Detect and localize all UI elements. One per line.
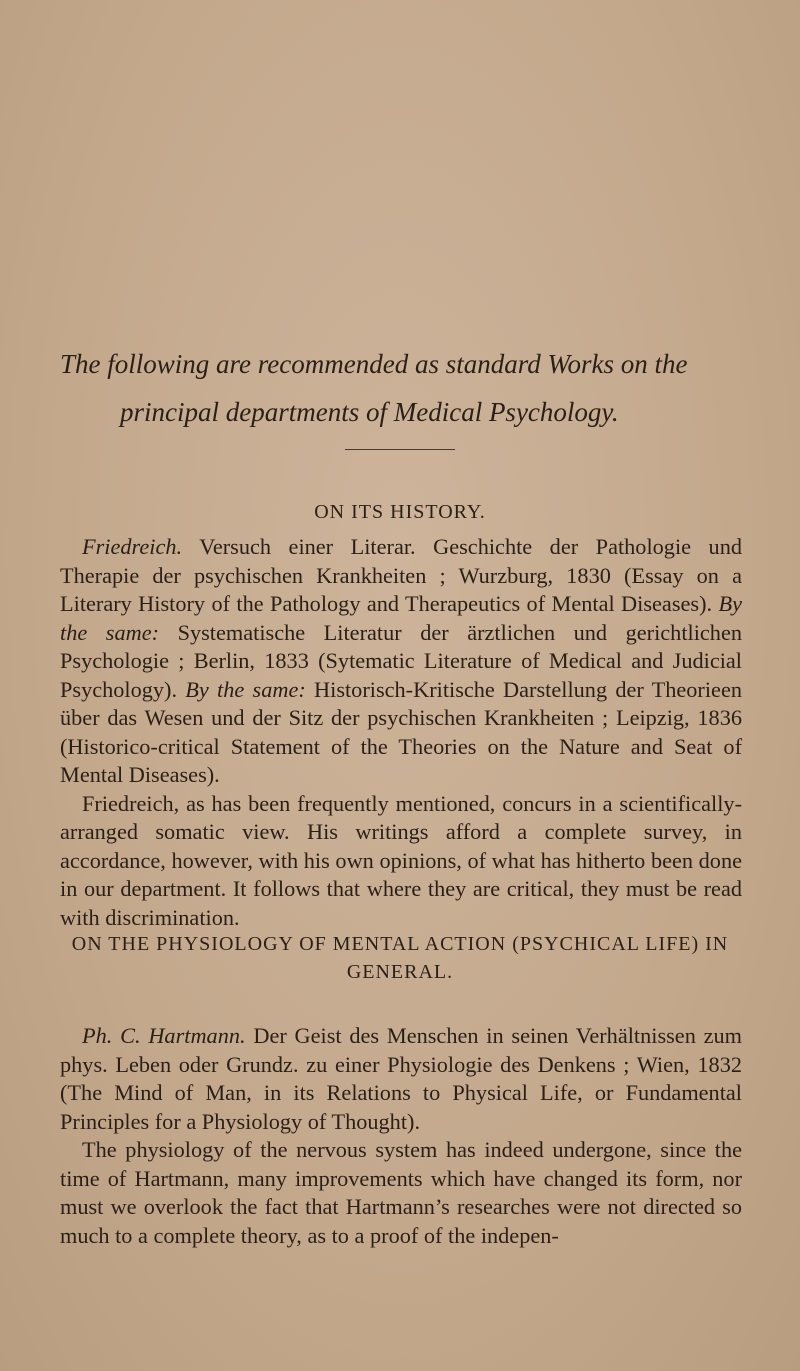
friedreich-work-2: Systematische Literatur der ärztlichen und gerichtlichen Psychologie ; Berlin, 1833 (Sytematic Literature of Medical and Judicial Psychology). bbox=[60, 619, 742, 702]
intro-heading bbox=[60, 340, 740, 436]
by-the-same-2: By the same: bbox=[185, 676, 306, 702]
section-title-history: ON ITS HISTORY. bbox=[314, 501, 486, 523]
history-section-body bbox=[60, 533, 742, 932]
friedreich-entry bbox=[60, 533, 742, 790]
by-the-same-1: By the same: bbox=[60, 591, 743, 645]
author-hartmann: Ph. C. Hartmann. bbox=[82, 1023, 246, 1048]
hartmann-work: Der Geist des Menschen in seinen Verhältnissen zum phys. Leben oder Grundz. zu einer Physiologie des Denkens ; Wien, 1832 (The Mind of Man, in its Relations to Physical Life, or Fundamental Principles for a Physiology of Thought). bbox=[60, 1023, 743, 1134]
intro-line-1: The following are recommended as standard Works on the bbox=[60, 349, 688, 379]
section-title-physiology-line-1: ON THE PHYSIOLOGY OF MENTAL ACTION (PSYCHICAL LIFE) IN bbox=[71, 933, 729, 955]
physiology-section-body bbox=[60, 1022, 742, 1250]
author-friedreich: Friedreich. bbox=[82, 534, 183, 559]
hartmann-comment: The physiology of the nervous system has indeed undergone, since the time of Hartmann, many improvements which have changed its form, nor must we overlook the fact that Hartmann’s researches were not directed so much to a complete theory, as to a proof of the indepen- bbox=[60, 1137, 742, 1248]
section-title-physiology-line-2: GENERAL. bbox=[346, 961, 454, 983]
intro-line-2: principal departments of Medical Psychology. bbox=[120, 397, 619, 427]
friedreich-work-3: Historisch-Kritische Darstellung der Theorieen über das Wesen und der Sitz der psychischen Krankheiten ; Leipzig, 1836 (Historico-critical Statement of the Theories on the Nature and Seat of Mental Diseases). bbox=[60, 676, 742, 787]
hartmann-entry bbox=[60, 1022, 742, 1136]
divider-rule bbox=[345, 449, 455, 450]
section-title-physiology bbox=[60, 930, 740, 986]
friedreich-comment: Friedreich, as has been frequently mentioned, concurs in a scientifically-arranged somatic view. His writings afford a complete survey, in accordance, however, with his own opinions, of what has hitherto been done in our department. It follows that where they are critical, they must be read with discrimination. bbox=[60, 790, 742, 930]
friedreich-work-1: Versuch einer Literar. Geschichte der Pathologie und Therapie der psychischen Krankheiten ; Wurzburg, 1830 (Essay on a Literary History of the Pathology and Therapeutics of Mental Diseases). bbox=[60, 534, 742, 616]
